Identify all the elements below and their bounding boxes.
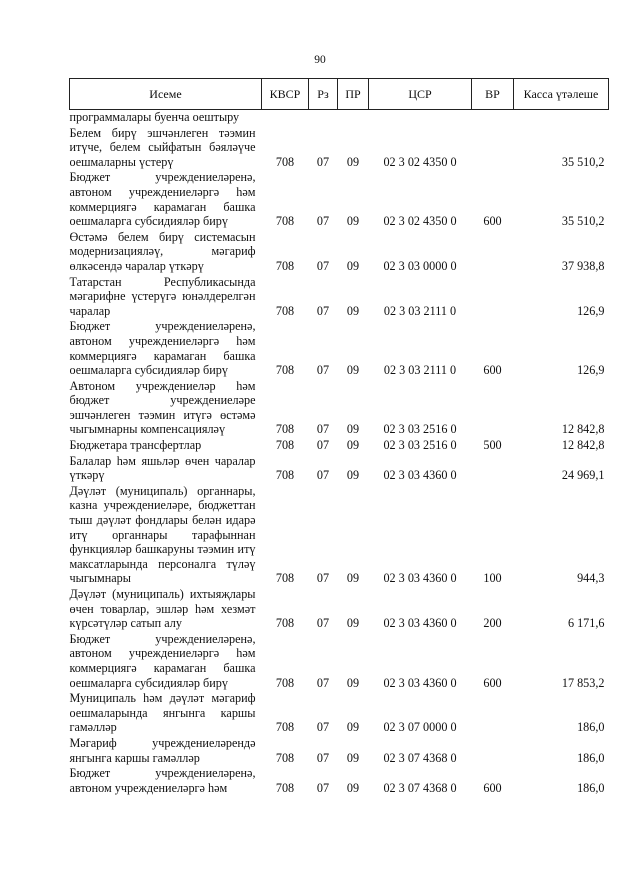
table-row [70,319,609,378]
row-rz-cell: 07 [316,303,330,318]
row-rz-cell: 07 [316,154,330,169]
row-name-cell: Балалар һәм яшьләр өчен чаралар үткәрү [69,453,256,483]
row-vr-cell: 600 [483,363,502,378]
table-row [70,587,609,632]
table-row [70,126,609,171]
row-pr-cell: 09 [346,780,360,795]
row-kvsr-cell: 708 [275,720,295,735]
row-pr-cell: 09 [346,571,360,586]
row-pr-cell: 09 [346,720,360,735]
row-vr-cell [472,379,514,438]
row-kvsr-cell: 708 [275,258,295,273]
row-pr-cell: 09 [346,750,360,765]
row-sum-cell: 17 853,2 [561,675,605,690]
row-kvsr-cell [262,110,309,126]
row-sum-cell: 6 171,6 [567,616,605,631]
table-row [70,736,609,766]
row-pr-cell: 09 [346,675,360,690]
table-row [70,230,609,275]
row-name-cell: Автоном учреждениеләр һәм бюджет учреждениеләре эшчәнлеген тәэмин итүгә өстәмә чыгымнарны компенсацияләү [69,378,256,437]
budget-table [69,78,609,796]
row-pr-cell: 09 [346,258,360,273]
row-csr-cell: 02 3 03 2111 0 [383,303,457,318]
row-sum-cell: 126,9 [577,303,605,318]
row-rz-cell: 07 [316,468,330,483]
row-vr-cell [472,230,514,275]
row-pr-cell [338,110,369,126]
row-vr-cell [472,126,514,171]
row-vr-cell [472,454,514,484]
row-name-cell: Белем бирү эшчәнлеген тәэмин итүче, белем сыйфатын бәяләүче оешмаларны үстерү [69,125,256,169]
row-name-cell: Татарстан Республикасында мәгарифне үстерүгә юнәлдерелгән чаралар [69,274,256,318]
row-csr-cell: 02 3 03 4360 0 [383,571,457,586]
row-kvsr-cell: 708 [275,363,295,378]
table-row [70,632,609,691]
table-row [70,438,609,454]
table-row [70,454,609,484]
row-kvsr-cell: 708 [275,154,295,169]
row-rz-cell: 07 [316,422,330,437]
row-csr-cell: 02 3 02 4350 0 [383,214,457,229]
row-name-cell: Бюджет учреждениеләренә, автоном учреждениеләргә һәм коммерциягә карамаган башка оешмаларга субсидияләр бирү [69,631,256,690]
row-sum-cell: 126,9 [577,363,605,378]
column-header-rz: Рз [309,79,338,110]
row-name-cell: Мәгариф учреждениеләрендә янгынга каршы гамәлләр [69,735,256,765]
row-rz-cell [309,110,338,126]
table-row [70,110,609,126]
row-vr-cell: 600 [483,214,502,229]
table-row [70,766,609,796]
row-kvsr-cell: 708 [275,750,295,765]
row-csr-cell: 02 3 07 4368 0 [383,750,457,765]
row-kvsr-cell: 708 [275,675,295,690]
row-rz-cell: 07 [316,214,330,229]
column-header-csr: ЦСР [369,79,472,110]
row-csr-cell: 02 3 03 4360 0 [383,616,457,631]
row-name-cell: Дәүләт (муниципаль) ихтыяҗлары өчен товарлар, эшләр һәм хезмәт күрсәтүләр сатып алу [69,587,256,631]
table-header-row [70,79,609,110]
row-pr-cell: 09 [346,468,360,483]
row-rz-cell: 07 [316,616,330,631]
page-number: 90 [314,54,326,66]
row-sum-cell: 35 510,2 [561,214,605,229]
row-sum-cell: 12 842,8 [561,422,605,437]
row-sum-cell: 186,0 [577,720,605,735]
column-header-name: Исеме [70,79,262,110]
row-name-cell: Бюджет учреждениеләренә, автоном учреждениеләргә һәм коммерциягә карамаган башка оешмаларга субсидияләр бирү [69,170,256,229]
row-kvsr-cell: 708 [275,438,295,453]
row-sum-cell: 24 969,1 [561,468,605,483]
table-row [70,484,609,587]
table-body [70,110,609,797]
row-rz-cell: 07 [316,780,330,795]
row-kvsr-cell: 708 [275,780,295,795]
column-header-vr: ВР [472,79,514,110]
column-header-kvsr: КВСР [262,79,309,110]
row-pr-cell: 09 [346,154,360,169]
row-pr-cell: 09 [346,303,360,318]
row-sum-cell [514,110,609,126]
row-vr-cell: 600 [483,675,502,690]
row-csr-cell: 02 3 02 4350 0 [383,154,457,169]
row-csr-cell: 02 3 03 2516 0 [383,422,457,437]
row-name-cell: Бюджетара трансфертлар [69,438,202,453]
row-name-cell: Бюджет учреждениеләренә, автоном учреждениеләргә һәм коммерциягә карамаган башка оешмаларга субсидияләр бирү [69,319,256,378]
row-kvsr-cell: 708 [275,571,295,586]
row-pr-cell: 09 [346,422,360,437]
row-csr-cell: 02 3 07 4368 0 [383,780,457,795]
row-pr-cell: 09 [346,438,360,453]
row-kvsr-cell: 708 [275,422,295,437]
row-sum-cell: 186,0 [577,750,605,765]
row-kvsr-cell: 708 [275,214,295,229]
row-rz-cell: 07 [316,363,330,378]
row-csr-cell: 02 3 07 0000 0 [383,720,457,735]
row-name-cell: Дәүләт (муниципаль) органнары, казна учреждениеләре, бюджеттан тыш дәүләт фондлары белән идарә итү органнары тарафыннан функцияләр башкаруны тәэмин итү максатларында персоналга түләү чыгымнары [69,483,256,586]
row-csr-cell: 02 3 03 4360 0 [383,675,457,690]
row-vr-cell [472,275,514,320]
row-pr-cell: 09 [346,616,360,631]
table-row [70,170,609,229]
row-rz-cell: 07 [316,438,330,453]
row-rz-cell: 07 [316,750,330,765]
row-csr-cell [369,110,472,126]
row-sum-cell: 35 510,2 [561,154,605,169]
row-csr-cell: 02 3 03 2111 0 [383,363,457,378]
table-row [70,691,609,736]
row-rz-cell: 07 [316,720,330,735]
row-vr-cell [472,736,514,766]
row-name-cell: Өстәмә белем бирү системасын модернизацияләү, мәгариф өлкәсендә чаралар үткәрү [69,229,256,273]
row-name-cell: Бюджет учреждениеләренә, автоном учреждениеләргә һәм [69,766,256,795]
row-csr-cell: 02 3 03 4360 0 [383,468,457,483]
row-sum-cell: 186,0 [577,780,605,795]
row-sum-cell: 12 842,8 [561,438,605,453]
row-name-cell: программалары буенча оештыру [69,110,240,124]
row-rz-cell: 07 [316,258,330,273]
row-vr-cell: 600 [483,780,502,795]
column-header-sum: Касса үтәлеше [514,79,609,110]
row-vr-cell: 500 [483,438,502,453]
row-sum-cell: 944,3 [577,571,605,586]
row-vr-cell: 100 [483,571,502,586]
row-rz-cell: 07 [316,571,330,586]
row-kvsr-cell: 708 [275,303,295,318]
row-vr-cell [472,110,514,126]
row-kvsr-cell: 708 [275,468,295,483]
row-sum-cell: 37 938,8 [561,258,605,273]
row-vr-cell [472,691,514,736]
row-kvsr-cell: 708 [275,616,295,631]
row-pr-cell: 09 [346,363,360,378]
row-csr-cell: 02 3 03 0000 0 [383,258,457,273]
row-csr-cell: 02 3 03 2516 0 [383,438,457,453]
column-header-pr: ПР [338,79,369,110]
row-vr-cell: 200 [483,616,502,631]
table-row [70,379,609,438]
row-name-cell: Муниципаль һәм дәүләт мәгариф оешмаларында янгынга каршы гамәлләр [69,691,256,735]
table-row [70,275,609,320]
row-rz-cell: 07 [316,675,330,690]
row-pr-cell: 09 [346,214,360,229]
